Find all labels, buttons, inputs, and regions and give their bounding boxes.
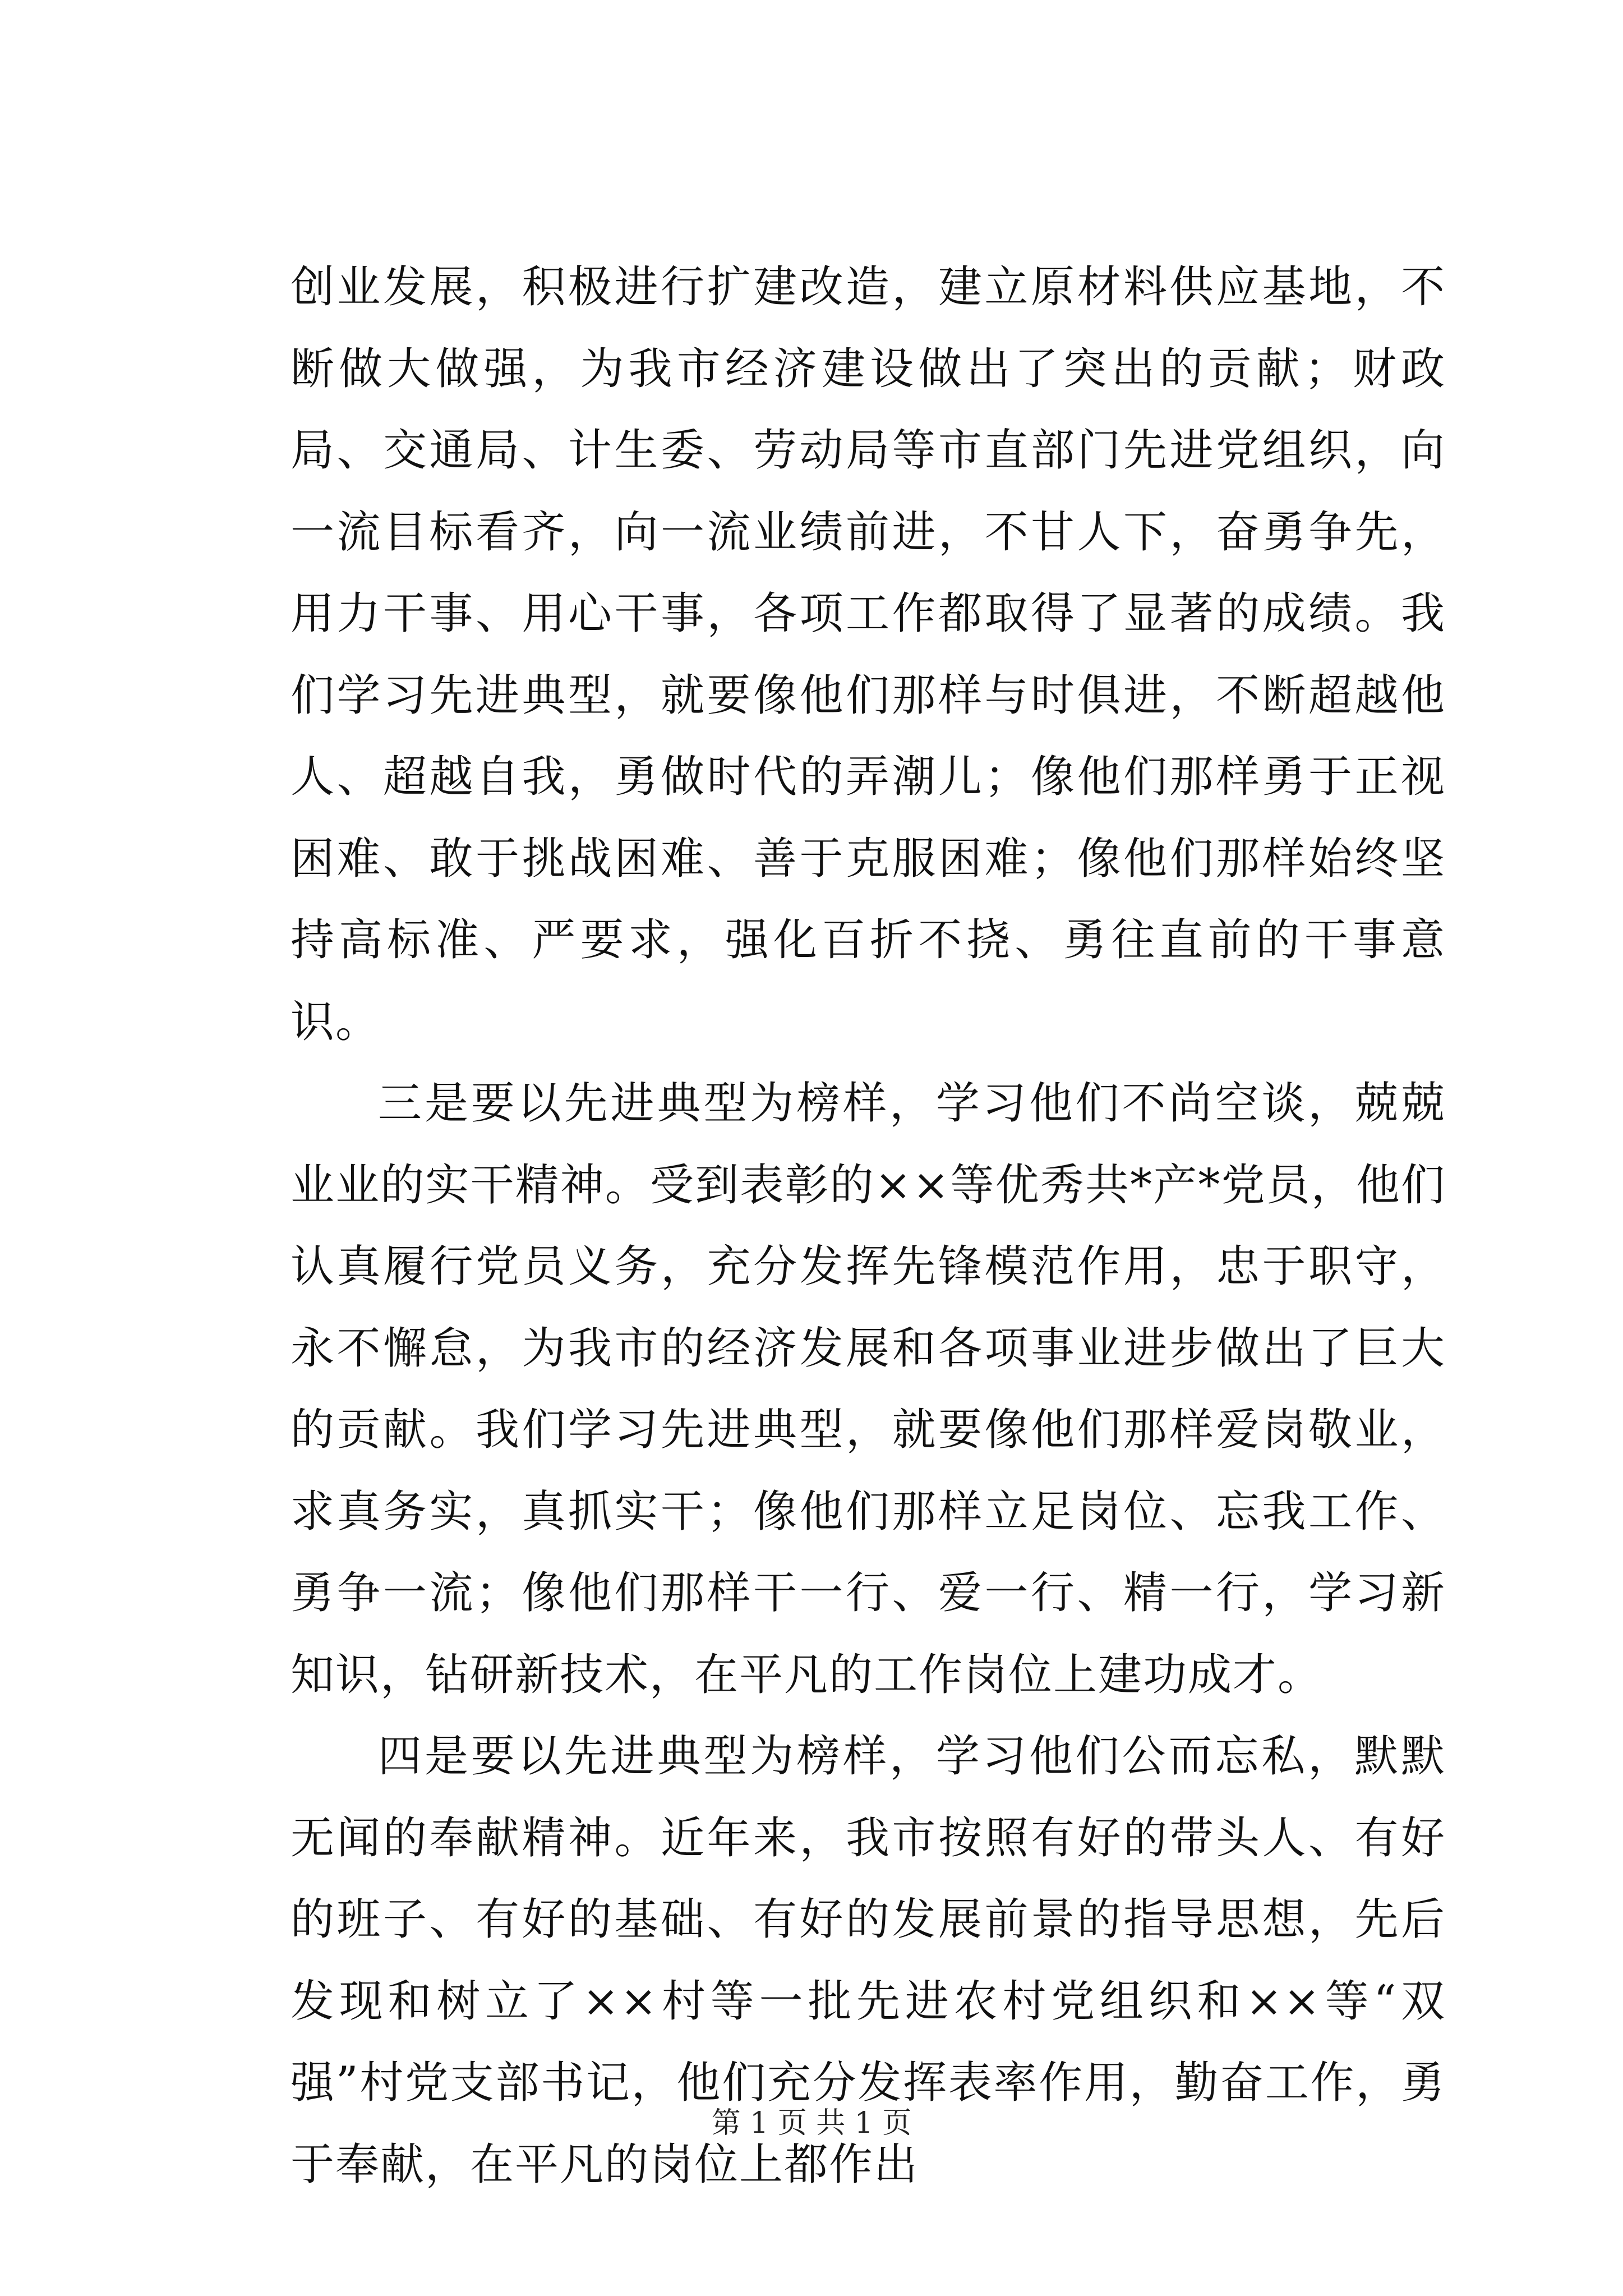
page-number-label: 第 1 页 共 1 页	[711, 2106, 912, 2140]
paragraph-2: 三是要以先进典型为榜样，学习他们不尚空谈，兢兢业业的实干精神。受到表彰的××等优秀共*产*党员，他们认真履行党员义务，充分发挥先锋模范作用，忠于职守，永不懈怠，为我市的经济发展和各项事业进步做出了巨大的贡献。我们学习先进典型，就要像他们那样爱岗敬业，求真务实，真抓实干；像他们那样立足岗位、忘我工作、勇争一流；像他们那样干一行、爱一行、精一行，学习新知识，钻研新技术，在平凡的工作岗位上建功成才。	[291, 1078, 1446, 1700]
page-footer	[0, 2104, 1623, 2143]
paragraph-3: 四是要以先进典型为榜样，学习他们公而忘私，默默无闻的奉献精神。近年来，我市按照有好的带头人、有好的班子、有好的基础、有好的发展前景的指导思想，先后发现和树立了××村等一批先进农村党组织和××等“双强”村党支部书记，他们充分发挥表率作用，勤奋工作，勇于奉献，在平凡的岗位上都作出	[291, 1731, 1446, 2190]
paragraph-1: 创业发展，积极进行扩建改造，建立原材料供应基地，不断做大做强，为我市经济建设做出了突出的贡献；财政局、交通局、计生委、劳动局等市直部门先进党组织，向一流目标看齐，向一流业绩前进，不甘人下，奋勇争先，用力干事、用心干事，各项工作都取得了显著的成绩。我们学习先进典型，就要像他们那样与时俱进，不断超越他人、超越自我，勇做时代的弄潮儿；像他们那样勇于正视困难、敢于挑战困难、善于克服困难；像他们那样始终坚持高标准、严要求，强化百折不挠、勇往直前的干事意识。	[291, 262, 1446, 1047]
document-body	[291, 247, 1446, 2206]
